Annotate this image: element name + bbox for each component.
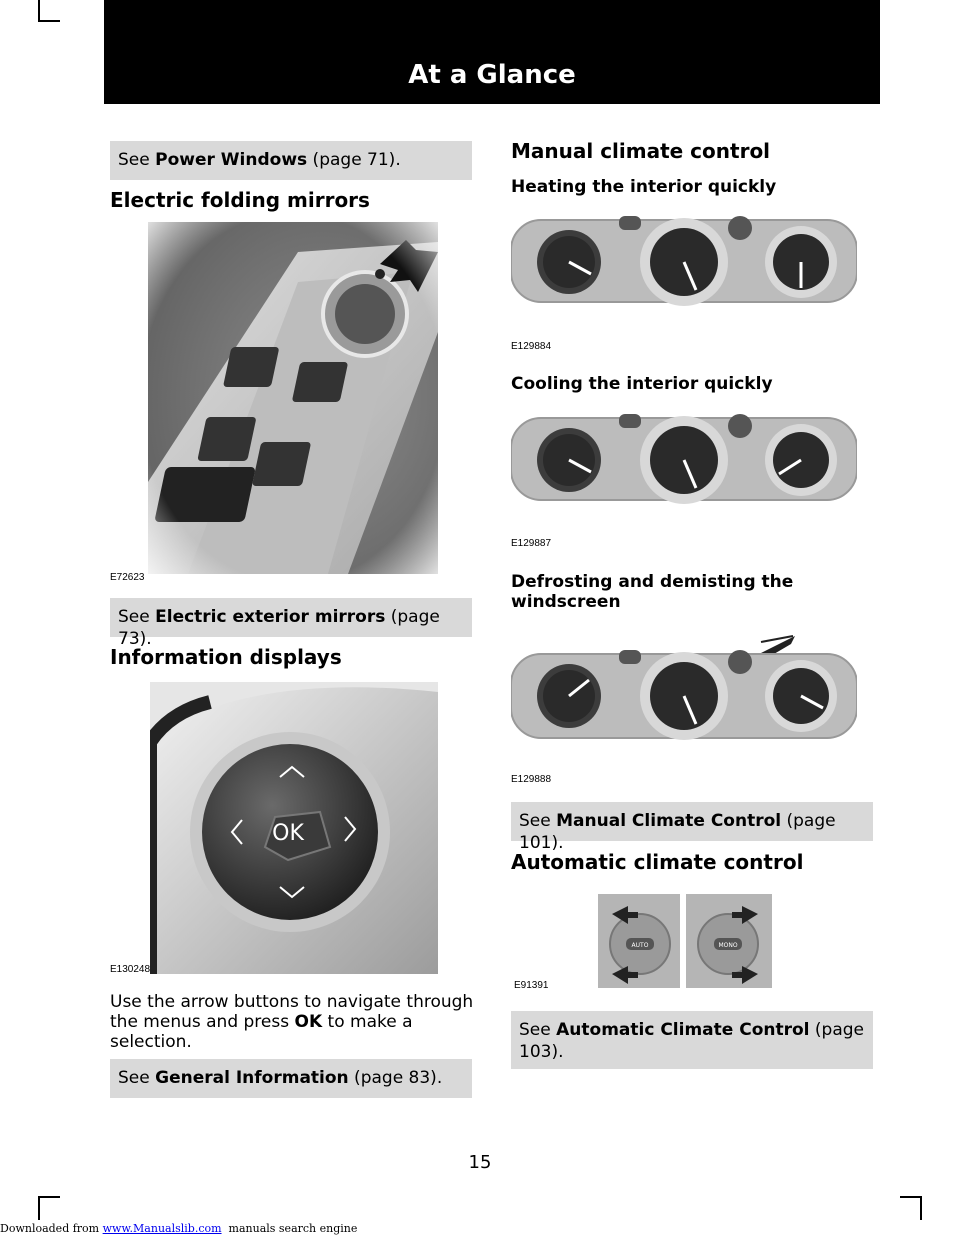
link-power-windows[interactable]: Power Windows — [155, 150, 308, 170]
ok-control-figure — [150, 682, 438, 974]
ok-label: OK — [272, 821, 304, 846]
heading-electric-folding-mirrors: Electric folding mirrors — [110, 188, 370, 212]
heading-information-displays: Information displays — [110, 645, 342, 669]
link-manual-climate-control[interactable]: Manual Climate Control — [556, 811, 782, 831]
link-electric-exterior-mirrors[interactable]: Electric exterior mirrors — [155, 607, 386, 627]
crop-mark — [38, 20, 60, 22]
page-number: 15 — [468, 1152, 492, 1173]
auto-button-label: AUTO — [631, 942, 649, 949]
link-automatic-climate-control[interactable]: Automatic Climate Control — [556, 1020, 810, 1040]
heating-panel-figure — [511, 210, 857, 312]
defrost-panel-figure — [511, 632, 857, 748]
note-automatic-climate: See Automatic Climate Control (page 103). — [511, 1011, 873, 1069]
mirror-switch-figure — [148, 222, 438, 574]
note-manual-climate: See Manual Climate Control (page 101). — [511, 802, 873, 841]
manualslib-link[interactable]: www.Manualslib.com — [102, 1222, 222, 1235]
download-footer: Downloaded from www.Manualslib.com manuals search engine — [0, 1222, 358, 1235]
heading-manual-climate-control: Manual climate control — [511, 139, 771, 163]
subheading-defrost: Defrosting and demisting the windscreen — [511, 572, 794, 612]
page-header — [104, 0, 880, 104]
crop-mark — [900, 1196, 922, 1198]
figure-id: E91391 — [514, 980, 549, 991]
link-general-information[interactable]: General Information — [155, 1068, 349, 1088]
crop-mark — [38, 1196, 60, 1198]
figure-id: E72623 — [110, 572, 145, 583]
heading-automatic-climate-control: Automatic climate control — [511, 850, 804, 874]
figure-id: E130248 — [110, 964, 151, 975]
note-power-windows: See Power Windows (page 71). — [110, 141, 472, 180]
info-paragraph: Use the arrow buttons to navigate through the menus and press OK to make a selection. — [110, 992, 474, 1052]
figure-id: E129887 — [511, 538, 552, 549]
subheading-cooling: Cooling the interior quickly — [511, 374, 773, 394]
subheading-heating: Heating the interior quickly — [511, 177, 777, 197]
figure-id: E129888 — [511, 774, 552, 785]
mono-button-label: MONO — [718, 942, 738, 949]
note-general-information: See General Information (page 83). — [110, 1059, 472, 1098]
cooling-panel-figure — [511, 408, 857, 510]
note-electric-mirrors: See Electric exterior mirrors (page 73). — [110, 598, 472, 637]
auto-climate-figure — [598, 894, 772, 988]
crop-mark — [38, 0, 40, 22]
page-title: At a Glance — [408, 60, 576, 90]
figure-id: E129884 — [511, 341, 552, 352]
crop-mark — [38, 1196, 40, 1220]
crop-mark — [920, 1196, 922, 1220]
